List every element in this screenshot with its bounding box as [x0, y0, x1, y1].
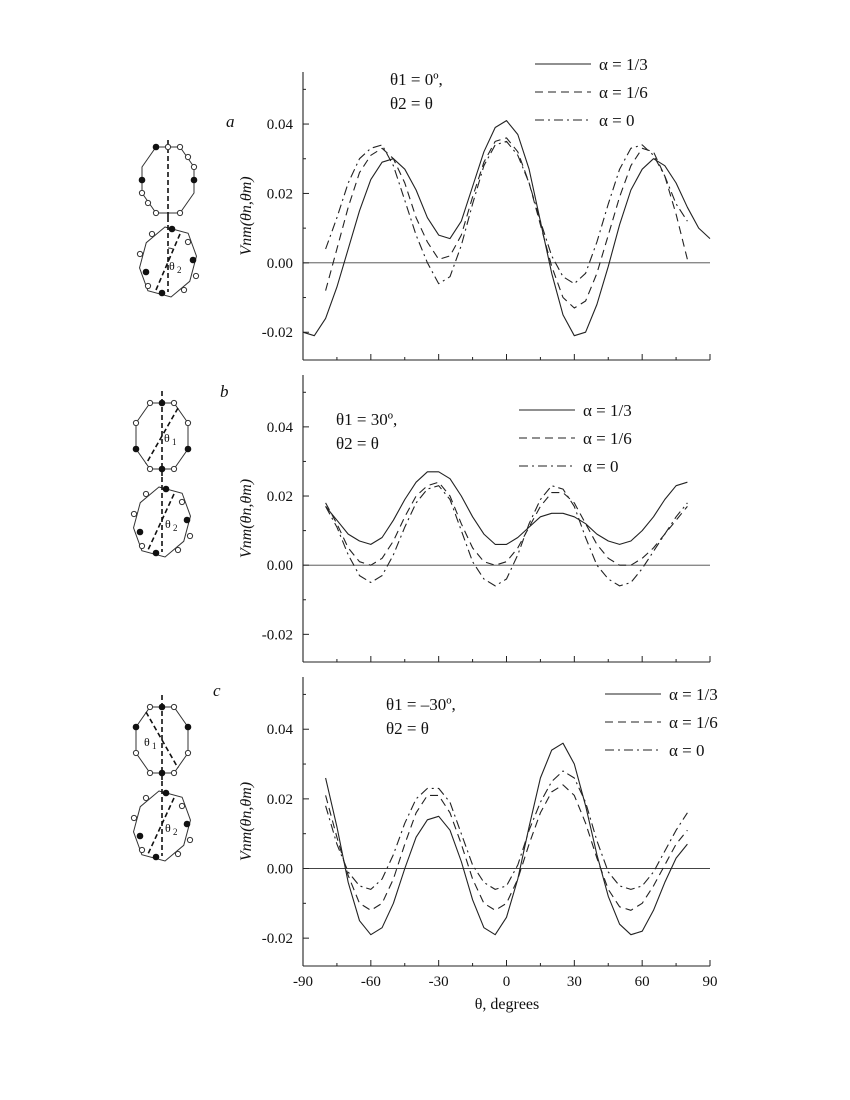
panel-c-xtick-label: 90 [702, 974, 718, 990]
panel-c-annotation-line: θ1 = –30º, [386, 695, 456, 714]
panel-c-xtick-label: -90 [293, 974, 313, 990]
panel-a-y-axis-label: Vnm(θn,θm) [238, 176, 255, 256]
panel-a-ytick-label: 0.04 [266, 117, 293, 134]
panel-c-legend-label: α = 1/3 [669, 685, 718, 704]
panel-a-annotation-line: θ1 = 0º, [390, 70, 443, 89]
svg-text:2: 2 [173, 523, 178, 533]
panel-a-molecule-bottom [134, 217, 201, 301]
panel-a-molecule-diagram [134, 140, 201, 301]
panel-c-series-dashdot [326, 771, 688, 889]
chart-c [213, 677, 718, 990]
panel-a-series-solid [303, 121, 710, 336]
panel-b-ytick-label: 0.02 [266, 489, 293, 506]
panel-c-theta2-marker: θ [165, 821, 171, 835]
panel-b-legend-label: α = 1/6 [583, 429, 632, 448]
panel-c-y-axis-label: Vnm(θn,θm) [238, 781, 255, 862]
panel-b-molecule-top [133, 391, 192, 476]
panel-b-letter: b [220, 382, 229, 401]
panel-c-ytick-label: 0.02 [266, 791, 293, 808]
panel-c [128, 677, 717, 990]
panel-c-legend-label: α = 0 [669, 741, 705, 760]
panel-c-annotation-line: θ2 = θ [386, 719, 429, 738]
panel-c-series-solid [326, 743, 688, 935]
chart-a [226, 55, 710, 360]
panel-c-molecule-diagram [128, 695, 195, 865]
panel-c-xtick-label: -60 [360, 974, 381, 990]
panel-a-ytick-label: -0.02 [261, 325, 293, 342]
svg-text:2: 2 [173, 827, 178, 837]
panel-c-series-dashed [326, 785, 688, 910]
panel-a [134, 55, 710, 360]
panel-c-ytick-label: 0.00 [266, 861, 293, 878]
panel-c-xtick-label: 60 [634, 974, 650, 990]
panel-b-series-solid [326, 472, 688, 545]
panel-b-molecule-bottom [128, 477, 195, 561]
panel-b-series-dashed [326, 482, 688, 565]
panel-a-legend-label: α = 1/6 [599, 83, 648, 102]
chart-b [220, 375, 710, 662]
svg-text:2: 2 [177, 265, 182, 275]
panel-c-ytick-label: -0.02 [261, 931, 293, 948]
panel-b-legend-label: α = 1/3 [583, 401, 632, 420]
panel-b-theta1-marker: θ [164, 431, 170, 445]
svg-text:1: 1 [172, 437, 177, 447]
panel-b-annotation-line: θ2 = θ [336, 434, 379, 453]
panel-b-molecule-diagram [128, 391, 195, 561]
panel-c-xtick-label: -30 [428, 974, 449, 990]
panel-c-theta1-marker: θ [144, 735, 150, 749]
panel-c-molecule-bottom [128, 781, 195, 865]
panel-c-molecule-top [133, 695, 192, 780]
panel-a-annotation-line: θ2 = θ [390, 94, 433, 113]
panel-b-theta2-marker: θ [165, 517, 171, 531]
panel-b-ytick-label: 0.04 [266, 419, 293, 436]
panel-a-series-dashed [326, 138, 688, 308]
x-axis-label: θ, degrees [474, 996, 540, 1013]
panel-c-ytick-label: 0.04 [266, 722, 293, 739]
panel-a-theta2-marker: θ [169, 259, 175, 273]
panel-a-ytick-label: 0.00 [266, 255, 293, 272]
panel-a-molecule-top [139, 140, 198, 220]
panel-c-xtick-label: 0 [502, 974, 511, 990]
panel-b-ytick-label: 0.00 [266, 558, 293, 575]
panel-b-y-axis-label: Vnm(θn,θm) [238, 478, 255, 559]
panel-b-legend-label: α = 0 [583, 457, 619, 476]
panel-a-legend-label: α = 0 [599, 111, 635, 130]
panel-a-legend-label: α = 1/3 [599, 55, 648, 74]
panel-b-ytick-label: -0.02 [261, 627, 293, 644]
panel-c-xtick-label: 30 [566, 974, 582, 990]
panel-a-series-dashdot [326, 141, 688, 283]
panel-a-letter: a [226, 112, 235, 131]
panel-a-ytick-label: 0.02 [266, 186, 293, 203]
panel-c-letter: c [213, 681, 221, 700]
svg-text:1: 1 [152, 741, 157, 751]
panel-b-annotation-line: θ1 = 30º, [336, 410, 398, 429]
panel-b [128, 375, 710, 662]
panel-b-series-dashdot [326, 486, 688, 586]
panel-c-legend-label: α = 1/6 [669, 713, 718, 732]
